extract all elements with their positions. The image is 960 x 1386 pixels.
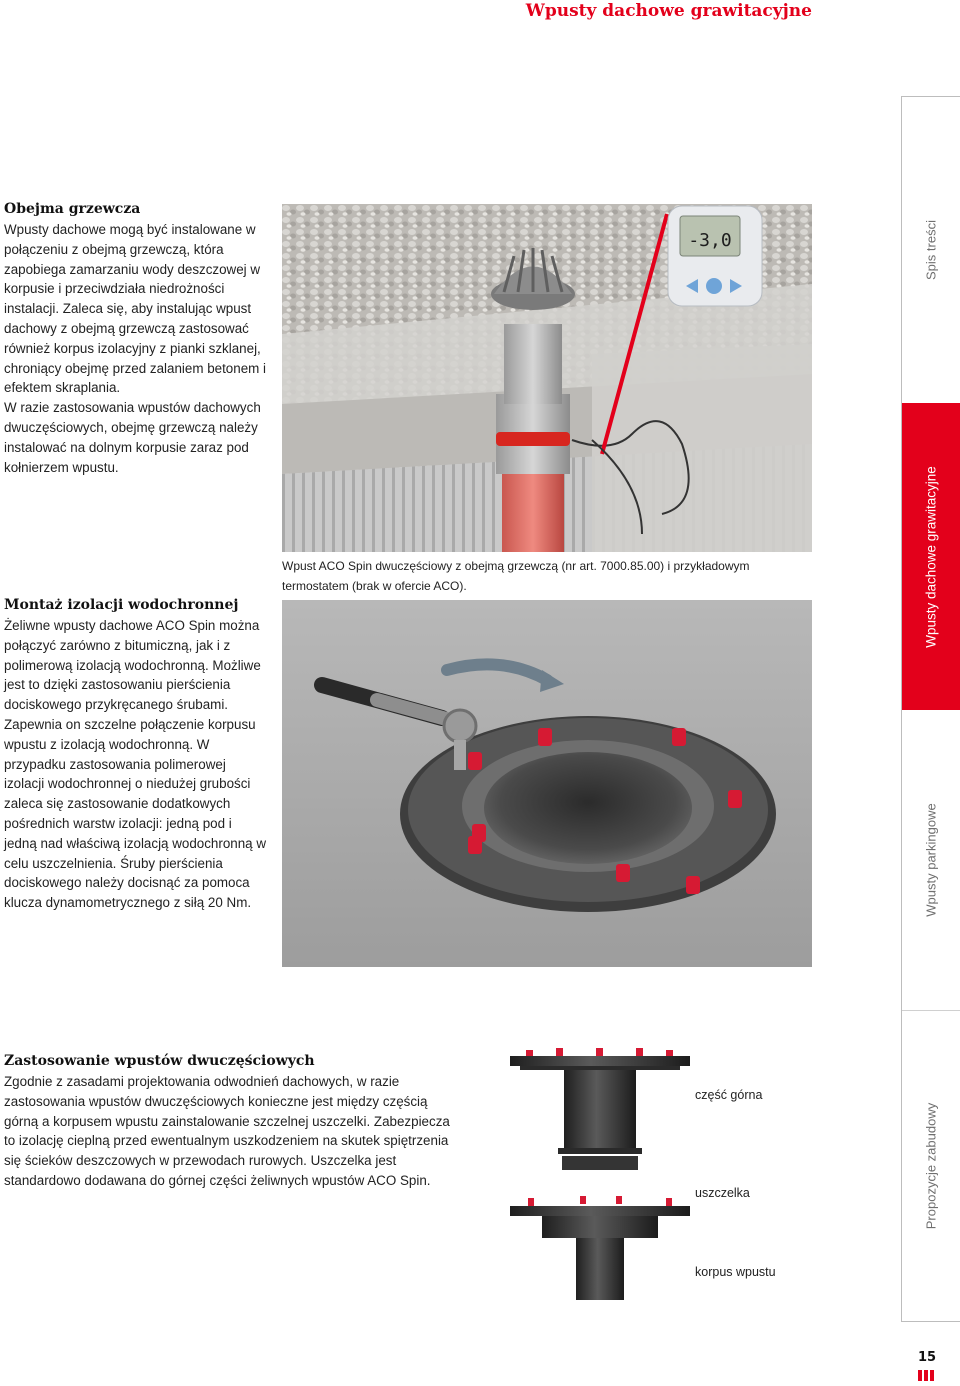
label-drain-body: korpus wpustu (695, 1265, 776, 1279)
section-body: Wpusty dachowe mogą być instalowane w połączeniu z obejmą grzewczą, która zapobiega zamarzaniu wody deszczowej w korpusie i przeciwdziała niedrożności instalacji. Zaleca się, aby instalując wpust dachowy z obejmą grzewczą zastosować również korpus izolacyjny z pianki szklanej, chroniący obejmę przed zalaniem betonem i efektem skraplania. (4, 222, 267, 396)
photo-clamping-ring-wrench (282, 600, 812, 967)
label-seal: uszczelka (695, 1186, 750, 1200)
thermostat-display: -3,0 (688, 230, 732, 251)
tab-installation-proposals[interactable] (902, 1010, 960, 1321)
section-heating-clamp (4, 201, 266, 477)
section-waterproofing-installation (4, 597, 266, 913)
photo-drain-heating-clamp (282, 204, 812, 552)
section-heading: Zastosowanie wpustów dwuczęściowych (4, 1053, 315, 1069)
tab-label: Spis treści (923, 219, 939, 280)
tab-parking-drains[interactable] (902, 710, 960, 1010)
tab-label: Wpusty dachowe grawitacyjne (923, 465, 939, 648)
page-marker-icon (918, 1370, 938, 1381)
exploded-drain-diagram (500, 1048, 700, 1300)
section-body-continued: W razie zastosowania wpustów dachowych dwuczęściowych, obejmę grzewczą należy instalować na dolnym korpusie zaraz pod kołnierzem wpustu. (4, 400, 261, 475)
section-body: Zgodnie z zasadami projektowania odwodnień dachowych, w razie zastosowania wpustów dwuczęściowych konieczne jest między częścią górną a korpusem wpustu zainstalowanie szczelnej uszczelki. Zabezpiecza to izolację cieplną przed ewentualnym uszkodzeniem na skutek spiętrzenia się ścieków deszczowych w przewodach rurowych. Uszczelka jest standardowo dodawana do górnej części żeliwnych wpustów ACO Spin. (4, 1074, 450, 1188)
label-upper-part: część górna (695, 1088, 763, 1102)
section-body: Żeliwne wpusty dachowe ACO Spin można połączyć zarówno z bitumiczną, jak i z polimerową izolacją wodochronną. Możliwe jest to dzięki zastosowaniu pierścienia dociskowego przykręcanego śrubami. Zapewnia on szczelne połączenie korpusu wpustu z izolacją wodochronną. W przypadku zastosowania polimerowej izolacji wodochronnej o niedużej grubości zaleca się zastosowanie dodatkowych pośrednich warstw izolacji: jedną pod i jedną nad właściwą izolacją wodochronną w celu uszczelnienia. Śruby pierścienia dociskowego należy docisnąć za pomoca klucza dynamometrycznego z siłą 20 Nm. (4, 618, 267, 911)
page-header-title: Wpusty dachowe grawitacyjne (525, 1, 812, 21)
tab-table-of-contents[interactable] (902, 97, 960, 402)
tab-label: Wpusty parkingowe (923, 803, 939, 917)
section-heading: Montaż izolacji wodochronnej (4, 597, 239, 613)
section-heading: Obejma grzewcza (4, 201, 141, 217)
tab-label: Propozycje zabudowy (923, 1102, 939, 1229)
tab-gravity-roof-drains[interactable] (902, 403, 960, 710)
photo-caption: Wpust ACO Spin dwuczęściowy z obejmą grzewczą (nr art. 7000.85.00) i przykładowym termostatem (brak w ofercie ACO). (282, 559, 750, 593)
section-two-part-drains (4, 1053, 454, 1191)
page-number: 15 (918, 1350, 937, 1365)
